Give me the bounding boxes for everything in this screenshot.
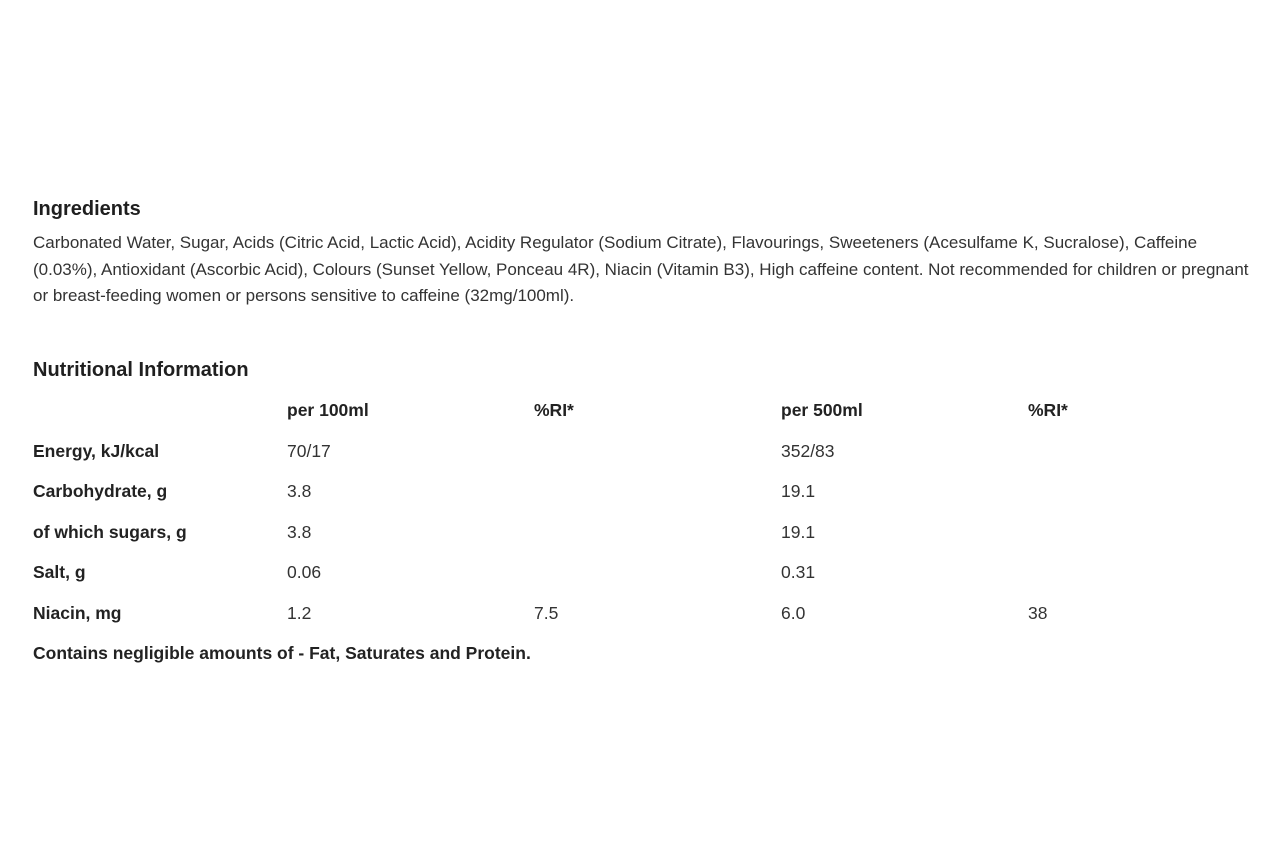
cell-per-100ml: 3.8 — [287, 521, 312, 542]
cell-per-100ml: 0.06 — [287, 562, 322, 583]
cell-per-500ml: 19.1 — [781, 481, 816, 502]
cell-ri-500ml — [1028, 512, 1228, 553]
cell-ri-500ml — [1028, 472, 1228, 513]
row-label: Niacin, mg — [33, 602, 122, 623]
cell-ri-500ml — [1028, 553, 1228, 594]
header-label — [33, 391, 287, 432]
cell-ri-100ml — [534, 431, 781, 472]
nutrition-header-row — [33, 391, 1228, 432]
row-label: Carbohydrate, g — [33, 481, 168, 502]
cell-per-100ml: 3.8 — [287, 481, 312, 502]
row-label: of which sugars, g — [33, 521, 187, 542]
header-per-100ml: per 100ml — [287, 400, 369, 421]
cell-per-100ml: 1.2 — [287, 602, 312, 623]
cell-ri-500ml — [1028, 431, 1228, 472]
cell-ri-100ml: 7.5 — [534, 602, 559, 623]
header-ri-100ml: %RI* — [534, 400, 574, 421]
ingredients-text: Carbonated Water, Sugar, Acids (Citric Acid, Lactic Acid), Acidity Regulator (Sodium Citrate), Flavourings, Sweeteners (Acesulfame K, Sucralose), Caffeine (0.03%), Antioxidant (Ascorbic Acid), Colours (Sunset Yellow, Ponceau 4R), Niacin (Vitamin B3), High caffeine content. Not recommended for children or pregnant or breast-feeding women or persons sensitive to caffeine (32mg/100ml). — [33, 233, 1249, 305]
row-label: Energy, kJ/kcal — [33, 440, 160, 461]
table-row — [33, 593, 1228, 634]
product-info — [33, 196, 1263, 666]
table-row — [33, 431, 1228, 472]
header-ri-500ml: %RI* — [1028, 400, 1068, 421]
cell-per-100ml: 70/17 — [287, 440, 331, 461]
header-per-500ml: per 500ml — [781, 400, 863, 421]
ingredients-title: Ingredients — [33, 198, 141, 220]
nutrition-table — [33, 391, 1228, 634]
cell-per-500ml: 6.0 — [781, 602, 806, 623]
nutrition-footnote: Contains negligible amounts of - Fat, Saturates and Protein. — [33, 642, 531, 663]
table-row — [33, 553, 1228, 594]
cell-per-500ml: 352/83 — [781, 440, 835, 461]
row-label: Salt, g — [33, 562, 86, 583]
table-row — [33, 472, 1228, 513]
cell-ri-500ml: 38 — [1028, 602, 1048, 623]
cell-ri-100ml — [534, 512, 781, 553]
cell-ri-100ml — [534, 553, 781, 594]
cell-ri-100ml — [534, 472, 781, 513]
nutrition-title: Nutritional Information — [33, 358, 249, 381]
cell-per-500ml: 0.31 — [781, 562, 816, 583]
table-row — [33, 512, 1228, 553]
cell-per-500ml: 19.1 — [781, 521, 816, 542]
